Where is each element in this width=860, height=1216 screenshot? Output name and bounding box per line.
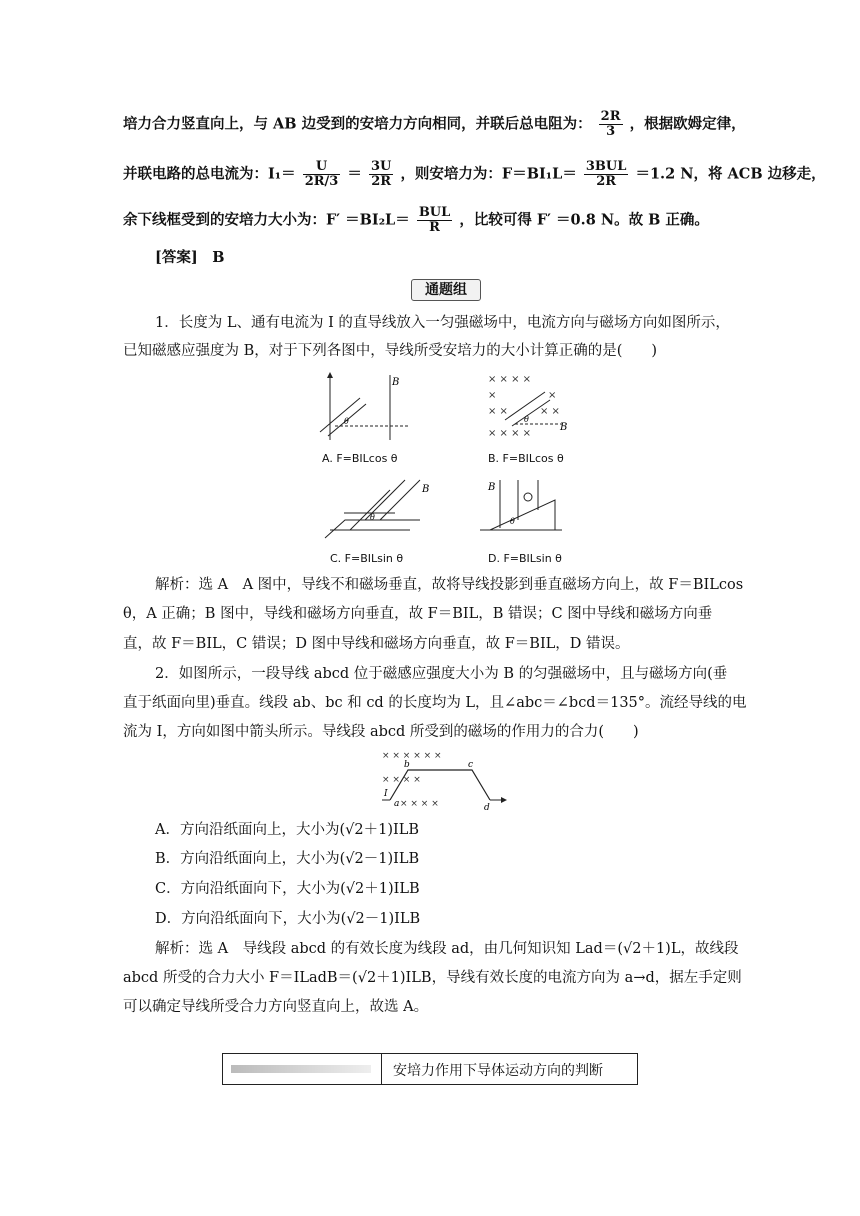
label-theta-c: θ [370, 513, 375, 522]
label-B-b: B [560, 422, 568, 433]
label-b: b [404, 760, 410, 770]
svg-text:× × × ×: × × × × [488, 374, 532, 385]
label-theta-a: θ [344, 417, 349, 426]
caption-b: B. F=BILcos θ [488, 452, 564, 465]
topic-title: 安培力作用下导体运动方向的判断 [393, 1063, 603, 1079]
topic-header-box [222, 1053, 638, 1085]
svg-text:× × × ×: × × × × [382, 775, 421, 785]
question-1-line-1: 1．长度为 L、通有电流为 I 的直导线放入一匀强磁场中，电流方向与磁场方向如图所示， [155, 315, 730, 331]
label-I: I [384, 789, 388, 799]
label-B-d: B [488, 482, 496, 493]
svg-text:× × × ×: × × × × [400, 799, 439, 809]
svg-text:× ×: × × [488, 406, 508, 417]
answer: [答案] B [155, 249, 225, 266]
solution-1-line-3: 直，故 F＝BIL，C 错误；D 图中导线和磁场方向垂直，故 F＝BIL，D 错误。 [123, 636, 630, 652]
solution-1-line-2: θ，A 正确；B 图中，导线和磁场方向垂直，故 F＝BIL，B 错误；C 图中导线和磁场方向垂 [123, 606, 713, 622]
svg-text:×: × [548, 390, 557, 401]
section-badge: 通题组 [411, 279, 481, 301]
question-2-figure [380, 748, 510, 812]
label-a: a [394, 799, 400, 809]
svg-text:× ×: × × [540, 406, 560, 417]
derivation-line-2: 并联电路的总电流为：I₁＝ $\frac{U}{2R/3}$ ＝ $\frac{3U}{2R}$ ，则安培力为：F＝BI₁L＝ $\frac{\text{3BUL}}{2R}$ ＝1.2 N，将 ACB 边移走， [123, 159, 826, 189]
svg-text:×: × [488, 390, 497, 401]
label-theta-b: θ [524, 415, 529, 424]
topic-tag [223, 1054, 382, 1084]
question-2-line-1: 2．如图所示，一段导线 abcd 位于磁感应强度大小为 B 的匀强磁场中，且与磁场方向(垂 [155, 666, 728, 682]
option-b: B．方向沿纸面向上，大小为(√2－1)ILB [155, 851, 420, 867]
label-B-c: B [422, 484, 430, 495]
label-B-a: B [392, 377, 400, 388]
label-theta-d: θ [510, 517, 515, 526]
solution-2-line-1: 解析：选 A 导线段 abcd 的有效长度为线段 ad，由几何知识知 Lad＝(√2＋1)L，故线段 [155, 941, 739, 957]
solution-2-line-3: 可以确定导线所受合力方向竖直向上，故选 A。 [123, 999, 429, 1015]
derivation-line-3: 余下线框受到的安培力大小为：F′ ＝BI₂L＝ $\frac{\text{BUL}}{R}$ ，比较可得 F′ ＝0.8 N。故 B 正确。 [123, 205, 709, 235]
caption-d: D. F=BILsin θ [488, 552, 562, 565]
caption-a: A. F=BILcos θ [322, 452, 398, 465]
question-1-line-2: 已知磁感应强度为 B，对于下列各图中，导线所受安培力的大小计算正确的是( ) [123, 343, 658, 359]
question-1-figures [300, 370, 600, 565]
option-c: C．方向沿纸面向下，大小为(√2＋1)ILB [155, 881, 420, 897]
caption-c: C. F=BILsin θ [330, 552, 404, 565]
label-c: c [468, 760, 474, 770]
question-2-line-3: 流为 I，方向如图中箭头所示。导线段 abcd 所受到的磁场的作用力的合力( ) [123, 724, 639, 740]
label-d: d [484, 803, 490, 812]
svg-text:× × × × × ×: × × × × × × [382, 751, 442, 761]
svg-text:× × × ×: × × × × [488, 428, 532, 439]
option-a: A．方向沿纸面向上，大小为(√2＋1)ILB [155, 822, 419, 838]
option-d: D．方向沿纸面向下，大小为(√2－1)ILB [155, 911, 421, 927]
question-2-line-2: 直于纸面向里)垂直。线段 ab、bc 和 cd 的长度均为 L，且∠abc＝∠bcd＝135°。流经导线的电 [123, 695, 747, 711]
solution-1-line-1: 解析：选 A A 图中，导线不和磁场垂直，故将导线投影到垂直磁场方向上，故 F＝BILcos [155, 577, 744, 593]
solution-2-line-2: abcd 所受的合力大小 F＝ILadB＝(√2＋1)ILB，导线有效长度的电流方向为 a→d，据左手定则 [123, 970, 742, 986]
derivation-line-1: 培力合力竖直向上，与 AB 边受到的安培力方向相同，并联后总电阻为： $\frac{2R}{3}$ ，根据欧姆定律， [123, 109, 746, 139]
